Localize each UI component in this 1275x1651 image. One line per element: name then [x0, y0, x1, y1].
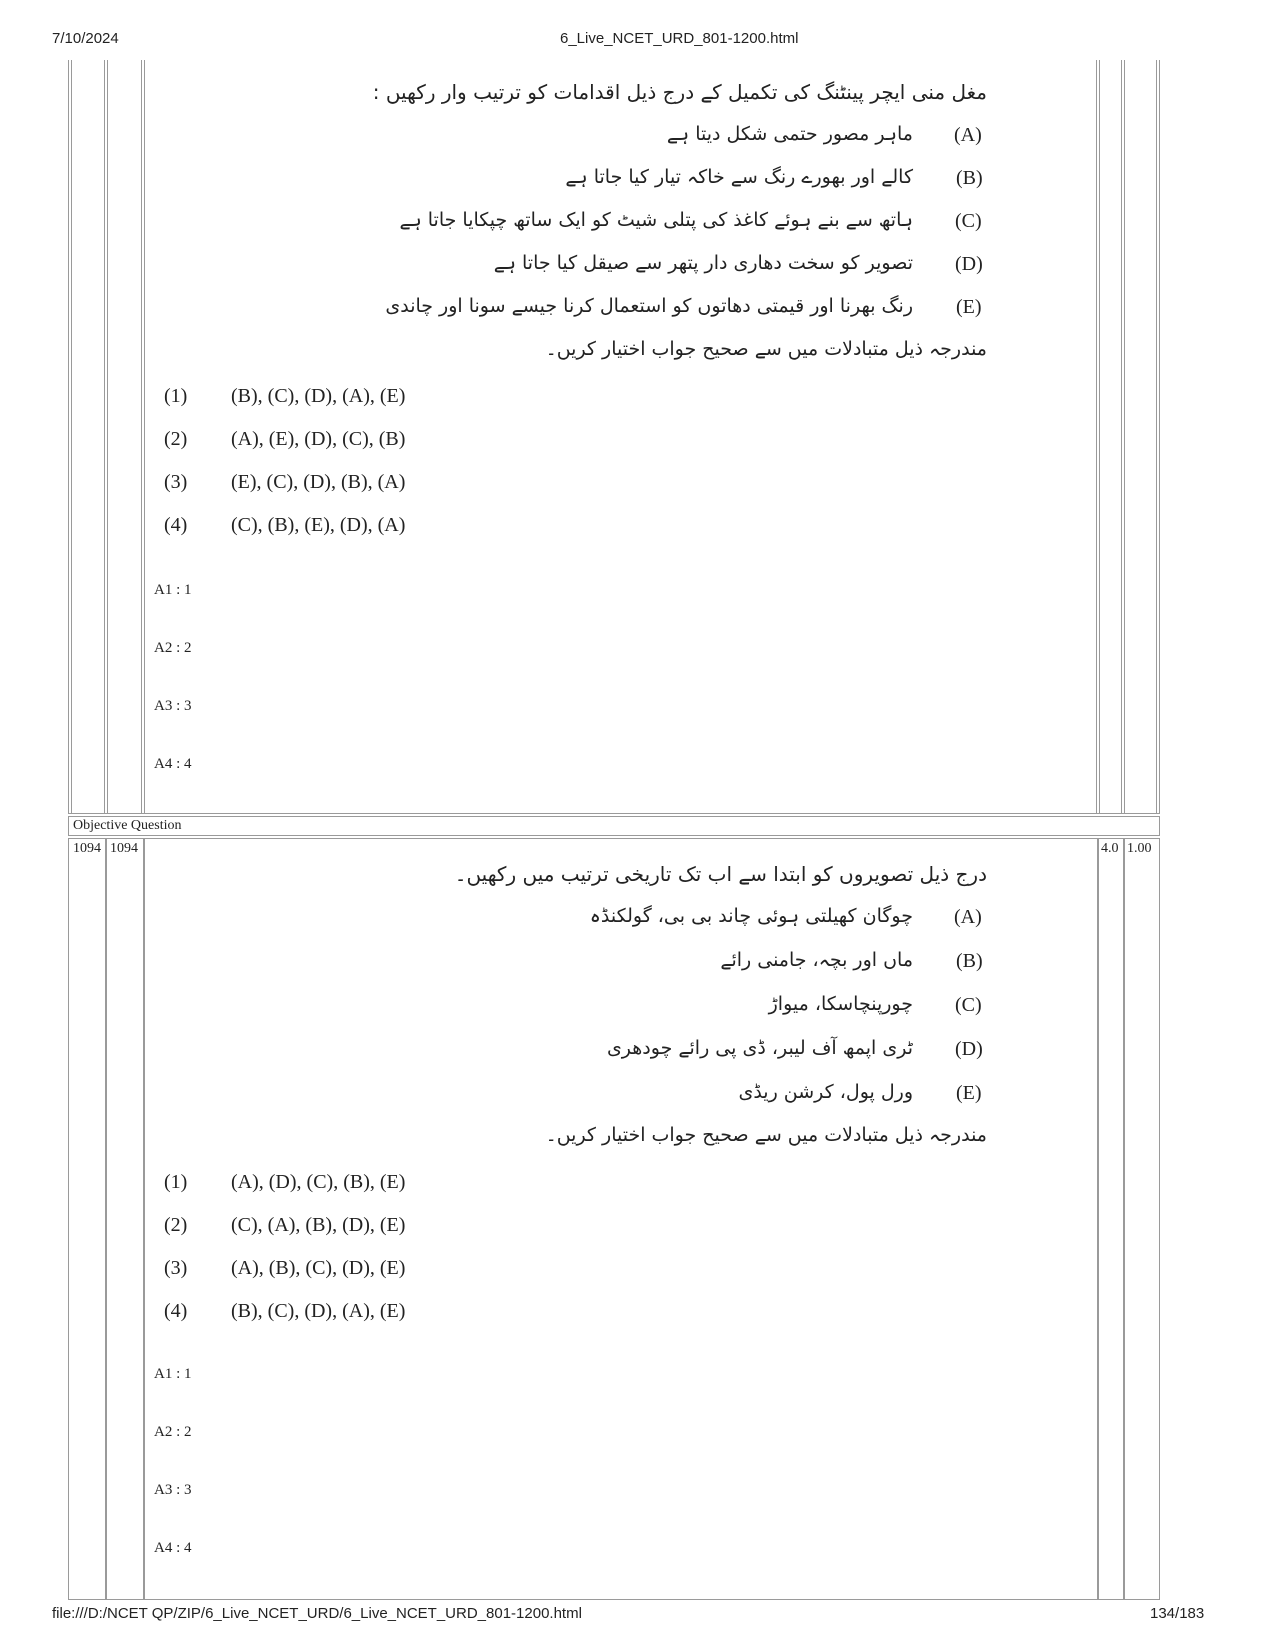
q2-item-text: ورل پول، کرشن ریڈی	[738, 1081, 913, 1103]
q1-option-number: (4)	[164, 514, 188, 536]
q1-item-label: (A)	[954, 124, 982, 146]
q2-item-text: ماں اور بچہ، جامنی رائے	[720, 949, 913, 971]
serial-cell	[68, 838, 106, 1600]
section-label: Objective Question	[73, 818, 182, 833]
q1-answer-id: A2 : 2	[154, 640, 192, 656]
q2-item-label: (A)	[954, 906, 982, 928]
q1-option-number: (2)	[164, 428, 188, 450]
marks: 4.0	[1101, 841, 1119, 856]
q2-item-label: (B)	[956, 950, 983, 972]
q1-answer-id: A4 : 4	[154, 756, 192, 772]
q2-option-number: (2)	[164, 1214, 188, 1236]
q2-item-text: چورپنچاسکا، میواڑ	[768, 993, 913, 1015]
question-id: 1094	[110, 841, 138, 856]
q1-instruction: مندرجہ ذیل متبادلات میں سے صحیح جواب اختیار کریں۔	[545, 338, 987, 360]
question-1-stem: مغل منی ایچر پینٹنگ کی تکمیل کے درج ذیل اقدامات کو ترتیب وار رکھیں :	[372, 80, 987, 104]
q1-item-text: رنگ بھرنا اور قیمتی دھاتوں کو استعمال کرنا جیسے سونا اور چاندی	[385, 295, 913, 317]
q1-item-text: ہاتھ سے بنے ہوئے کاغذ کی پتلی شیٹ کو ایک ساتھ چپکایا جاتا ہے	[399, 209, 913, 231]
q2-item-text: چوگان کھیلتی ہوئی چاند بی بی، گولکنڈہ	[589, 905, 913, 927]
q2-item-text: ٹری اپمھ آف لیبر، ڈی پی رائے چودھری	[606, 1037, 913, 1059]
section-row	[68, 816, 1160, 836]
page-number: 134/183	[1150, 1605, 1205, 1622]
negative-marks-cell	[1124, 838, 1160, 1600]
q1-option-number: (3)	[164, 471, 188, 493]
file-path: file:///D:/NCET QP/ZIP/6_Live_NCET_URD/6_Live_NCET_URD_801-1200.html	[52, 1605, 582, 1622]
q2-instruction: مندرجہ ذیل متبادلات میں سے صحیح جواب اختیار کریں۔	[545, 1124, 987, 1146]
q2-answer-id: A3 : 3	[154, 1482, 192, 1498]
q2-option-number: (3)	[164, 1257, 188, 1279]
question-2-stem: درج ذیل تصویروں کو ابتدا سے اب تک تاریخی ترتیب میں رکھیں۔	[454, 862, 987, 886]
serial-number: 1094	[73, 841, 101, 856]
q1-item-label: (D)	[955, 253, 983, 275]
q2-item-label: (E)	[956, 1082, 982, 1104]
q2-answer-id: A2 : 2	[154, 1424, 192, 1440]
page-title: 6_Live_NCET_URD_801-1200.html	[560, 30, 799, 47]
q2-item-label: (C)	[955, 994, 982, 1016]
q2-option-text: (A), (B), (C), (D), (E)	[231, 1257, 406, 1279]
q2-answer-id: A1 : 1	[154, 1366, 192, 1382]
marks-cell	[1098, 838, 1124, 1600]
q2-item-label: (D)	[955, 1038, 983, 1060]
question-id-cell	[106, 838, 144, 1600]
q1-option-number: (1)	[164, 385, 188, 407]
q1-option-text: (A), (E), (D), (C), (B)	[231, 428, 406, 450]
q1-item-label: (B)	[956, 167, 983, 189]
q2-option-text: (B), (C), (D), (A), (E)	[231, 1300, 406, 1322]
q1-answer-id: A3 : 3	[154, 698, 192, 714]
print-date: 7/10/2024	[52, 30, 119, 47]
q2-option-text: (A), (D), (C), (B), (E)	[231, 1171, 406, 1193]
negative-marks: 1.00	[1127, 841, 1152, 856]
q1-option-text: (E), (C), (D), (B), (A)	[231, 471, 406, 493]
q1-item-text: تصویر کو سخت دھاری دار پتھر سے صیقل کیا جاتا ہے	[493, 252, 913, 274]
q1-item-text: کالے اور بھورے رنگ سے خاکہ تیار کیا جاتا ہے	[565, 166, 913, 188]
q1-option-text: (C), (B), (E), (D), (A)	[231, 514, 406, 536]
q2-option-text: (C), (A), (B), (D), (E)	[231, 1214, 406, 1236]
q1-answer-id: A1 : 1	[154, 582, 192, 598]
q2-option-number: (1)	[164, 1171, 188, 1193]
q1-item-label: (E)	[956, 296, 982, 318]
q2-option-number: (4)	[164, 1300, 188, 1322]
q1-item-text: ماہر مصور حتمی شکل دیتا ہے	[666, 123, 913, 145]
q1-item-label: (C)	[955, 210, 982, 232]
q1-option-text: (B), (C), (D), (A), (E)	[231, 385, 406, 407]
q2-answer-id: A4 : 4	[154, 1540, 192, 1556]
